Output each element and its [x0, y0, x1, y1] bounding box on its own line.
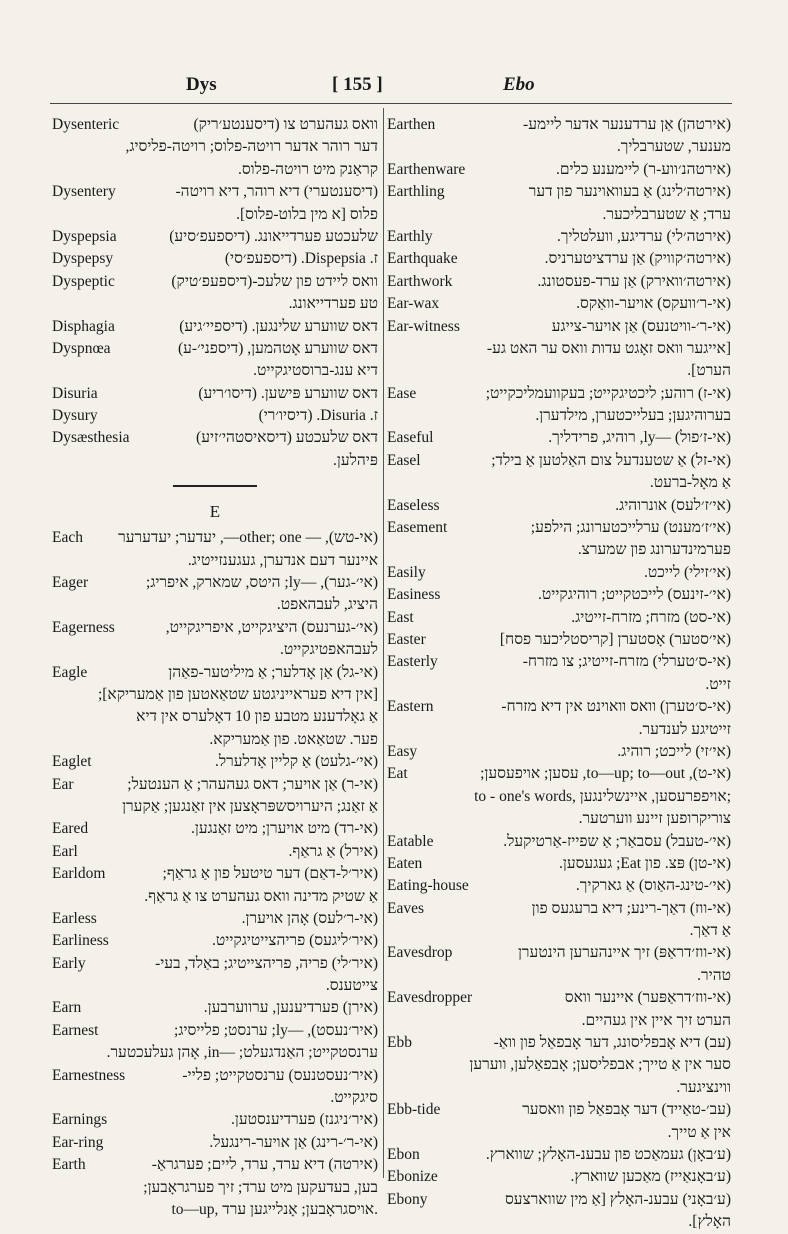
- entry-definition: (אירטה׳קוויק) אַן ערדציטערניס.: [544, 250, 731, 268]
- dictionary-entry: [52, 662, 378, 684]
- entry-continuation: [387, 1077, 731, 1099]
- entry-headword: Dyspepsy: [52, 250, 114, 268]
- entry-definition: (אירטה׳לי) ערדיגע, וועלטליך.: [556, 227, 731, 245]
- dictionary-entry: [52, 114, 378, 136]
- entry-definition: אַ דאַך.: [689, 922, 731, 940]
- entry-definition: (אי׳זי) לייכט; רוהיג.: [617, 742, 731, 760]
- entry-definition: to—up, אויסגראָבען; אָנלייגען ערד.: [171, 1200, 378, 1218]
- entry-headword: Eating-house: [387, 877, 469, 895]
- dictionary-entry: [387, 1166, 731, 1188]
- entry-definition: ערנסטקייט; האַנדגעלט; —in, אָהן געלעכטער.: [106, 1044, 378, 1062]
- entry-definition: (דיסענטערי) דיא רוהר, דיא רויטה-: [175, 183, 378, 201]
- entry-continuation: [52, 706, 378, 728]
- dictionary-entry: [387, 293, 731, 315]
- entry-definition: דאס שלעכטע (דיסאיסטהי׳זיע): [196, 429, 378, 447]
- entry-continuation: [52, 360, 378, 382]
- entry-headword: Earthling: [387, 183, 445, 201]
- entry-headword: Easter: [387, 630, 426, 648]
- dictionary-entry: [52, 181, 378, 203]
- entry-continuation: [52, 886, 378, 908]
- entry-definition: וואס געהערט צו (דיסענטע׳ריק): [193, 116, 378, 133]
- entry-headword: Earthly: [387, 227, 433, 245]
- entry-definition: (אירטה) דיא ערד, ערד, ליים; פערגראַ-: [151, 1156, 378, 1174]
- entry-definition: (איר׳נעסט), —ly; ערנסט; פלייסיג;: [174, 1021, 378, 1039]
- entry-headword: Easterly: [387, 653, 438, 671]
- entry-definition: (אירטהנ׳ווע-ר) ליימענע כלים.: [555, 160, 731, 178]
- entry-continuation: [52, 293, 378, 315]
- dictionary-entry: [387, 271, 731, 293]
- dictionary-entry: [52, 572, 378, 594]
- entry-headword: Earless: [52, 909, 97, 927]
- entry-definition: שלעכטע פערדייאונג. (דיספעפ׳סיע): [169, 227, 378, 245]
- entry-continuation: [387, 539, 731, 561]
- entry-definition: סיגקייט.: [330, 1089, 378, 1107]
- dictionary-entry: [387, 696, 731, 718]
- dictionary-entry: [52, 1132, 378, 1154]
- entry-definition: (אי׳-גערנעס) היציגקייט, איפריגקייט,: [165, 618, 378, 636]
- entry-headword: Easement: [387, 519, 448, 537]
- entry-continuation: [387, 1010, 731, 1032]
- entry-definition: (אי׳זילי) לייכט.: [643, 563, 731, 581]
- dictionary-entry: [387, 763, 731, 785]
- entry-definition: סער אין אַ טייך; אבפליסען; אָבפאַלען, ווערען: [469, 1056, 731, 1074]
- dictionary-entry: [52, 1154, 378, 1176]
- entry-definition: דאס שווערע פּישען. (דיסו׳ריע): [198, 384, 378, 402]
- entry-definition: (אי-טן) פּצ. פון Eat; געגעסען.: [559, 854, 731, 872]
- dictionary-entry: [52, 617, 378, 639]
- entry-definition: (אי-ר׳לעס) אָהן אויערן.: [241, 909, 378, 927]
- entry-definition: דיא ענג-ברוסטיגקייט.: [253, 362, 378, 380]
- dictionary-entry: [52, 338, 378, 360]
- entry-headword: Earthwork: [387, 272, 453, 290]
- entry-definition: (אי-סט) מזרח; מזרח-זייטיג.: [571, 608, 731, 626]
- entry-definition: פערמינדערונג פון שמערצ.: [577, 541, 731, 559]
- entry-definition: (ע׳באָנאַייז) מאַכען שווארץ.: [570, 1168, 731, 1186]
- dictionary-entry: [387, 1144, 731, 1166]
- dictionary-entry: [52, 908, 378, 930]
- entry-continuation: [52, 136, 378, 158]
- dictionary-entry: [52, 527, 378, 549]
- entry-definition: ווינציגער.: [676, 1078, 731, 1096]
- entry-headword: Earl: [52, 842, 78, 860]
- entry-definition: (עב) דיא אָבפליסונג, דער אָבפאַל פון וואַ-: [493, 1034, 731, 1052]
- entry-definition: היציג, לעבהאפט.: [276, 596, 378, 614]
- dictionary-entry: [387, 383, 731, 405]
- entry-headword: Dyspnœa: [52, 339, 111, 357]
- dictionary-entry: [52, 774, 378, 796]
- entry-definition: פער. שטאַאט. פון אַמעריקא.: [209, 730, 378, 748]
- left-column: [52, 114, 378, 1221]
- guide-word-last: Ebo: [503, 74, 535, 95]
- dictionary-entry: [387, 831, 731, 853]
- entry-headword: Eagle: [52, 663, 88, 681]
- entry-definition: פּיהלען.: [333, 451, 378, 469]
- dictionary-entry: [387, 450, 731, 472]
- entry-headword: Earth: [52, 1156, 86, 1174]
- entry-definition: טהיר.: [697, 966, 731, 984]
- entry-continuation: [387, 472, 731, 494]
- entry-headword: Earnings: [52, 1111, 108, 1129]
- dictionary-entry: [387, 741, 731, 763]
- entry-headword: Ebb-tide: [387, 1101, 441, 1119]
- dictionary-entry: [52, 271, 378, 293]
- entry-continuation: [52, 1087, 378, 1109]
- entry-headword: Eavesdrop: [387, 944, 453, 962]
- entry-headword: Dysæsthesia: [52, 429, 130, 447]
- dictionary-entry: [387, 316, 731, 338]
- entry-headword: Each: [52, 529, 83, 547]
- entry-definition: (אי׳-טינג-האַוס) אַ גארקיך.: [575, 877, 731, 895]
- entry-headword: Easy: [387, 742, 418, 760]
- entry-definition: (אי-ס׳טערן) וואס וואוינט אין דיא מזרח-: [501, 698, 731, 716]
- entry-definition: וואס ליידט פון שלעכ-(דיספעפ׳טיק): [171, 272, 378, 290]
- dictionary-entry: [387, 1189, 731, 1211]
- entry-definition: ז. Disuria. (דיסיו׳רי): [258, 407, 378, 425]
- dictionary-entry: [52, 1065, 378, 1087]
- entry-headword: Easeless: [387, 496, 440, 514]
- dictionary-entry: [52, 1109, 378, 1131]
- entry-headword: Dysenteric: [52, 116, 120, 133]
- entry-definition: אין אַ טייך.: [667, 1123, 731, 1141]
- entry-headword: Eaglet: [52, 753, 92, 771]
- entry-continuation: [387, 204, 731, 226]
- entry-headword: Eastern: [387, 698, 434, 716]
- entry-definition: אַ מאָל-ברעט.: [649, 474, 731, 492]
- entry-continuation: [387, 674, 731, 696]
- entry-continuation: [52, 639, 378, 661]
- entry-headword: Eaten: [387, 854, 423, 872]
- entry-continuation: [387, 786, 731, 808]
- header-rule: [50, 103, 732, 104]
- entry-continuation: [52, 550, 378, 572]
- entry-definition: הערט זיך איין אין געהיים.: [581, 1011, 731, 1029]
- entry-definition: טע פערדייאונג.: [288, 295, 378, 313]
- entry-definition: (אי-רד) מיט אויערן; מיט זאַנגען.: [191, 820, 378, 838]
- entry-headword: Easily: [387, 563, 426, 581]
- entry-headword: Eaves: [387, 899, 425, 917]
- left-entries-top: [52, 114, 378, 472]
- entry-continuation: [387, 920, 731, 942]
- entry-definition: דאס שווערע שלינגען. (דיספיי׳גיע): [179, 317, 378, 335]
- dictionary-entry: [52, 383, 378, 405]
- entry-headword: Earnest: [52, 1021, 99, 1039]
- entry-definition: (ע׳באָני) עבענ-האָלץ [אַ מין שווארצעס: [504, 1190, 731, 1208]
- entry-headword: Eager: [52, 574, 89, 592]
- entry-headword: Earliness: [52, 932, 109, 950]
- entry-definition: (אי׳-גלעט) אַ קליין אָדלערל.: [215, 753, 378, 771]
- entry-headword: Ear: [52, 775, 74, 793]
- dictionary-entry: [52, 248, 378, 270]
- section-letter: E: [209, 502, 221, 522]
- dictionary-entry: [387, 159, 731, 181]
- entry-continuation: [52, 594, 378, 616]
- entry-definition: (איר׳ליגעס) פריהצייטיגקייט.: [212, 932, 378, 950]
- entry-definition: בערוהיגען; בעלייכטערן, מילדערן.: [535, 407, 731, 425]
- entry-definition: זייטיגע לענדער.: [638, 720, 731, 738]
- entry-headword: Disuria: [52, 384, 98, 402]
- dictionary-entry: [387, 898, 731, 920]
- entry-definition: דער רוהר אדער רויטה-פלוס; רויטה-פליסיג,: [125, 138, 378, 156]
- dictionary-entry: [387, 114, 731, 136]
- dictionary-entry: [52, 316, 378, 338]
- entry-headword: East: [387, 608, 414, 626]
- entry-definition: קראַנק מיט רויטה-פלוס.: [237, 160, 378, 178]
- dictionary-entry: [387, 226, 731, 248]
- entry-headword: Eatable: [387, 832, 434, 850]
- right-column: [387, 114, 731, 1234]
- entry-continuation: [52, 450, 378, 472]
- dictionary-entry: [387, 629, 731, 651]
- entry-definition: צייטענס.: [325, 977, 378, 995]
- entry-continuation: [387, 136, 731, 158]
- entry-definition: דאס שווערע אָטהמען, (דיספני׳-ע): [177, 339, 378, 357]
- dictionary-entry: [387, 942, 731, 964]
- entry-headword: Earnestness: [52, 1066, 126, 1084]
- entry-definition: (אירן) פערדיענען, ערווערבען.: [203, 999, 378, 1017]
- entry-definition: (עב׳-טאַייד) דער אָבפאַל פון וואסער: [522, 1101, 731, 1119]
- entry-definition: לעבהאפטיגקייט.: [279, 641, 378, 659]
- entry-definition: ז. Dispepsia. (דיספעפ׳סי): [224, 250, 378, 268]
- entry-headword: Ebony: [387, 1190, 428, 1208]
- dictionary-entry: [387, 987, 731, 1009]
- entry-continuation: [52, 1042, 378, 1064]
- dictionary-entry: [387, 248, 731, 270]
- entry-definition: (איר׳ניגנז) פערדיענסטען.: [231, 1111, 378, 1129]
- entry-continuation: [52, 729, 378, 751]
- entry-definition: איינער דעם אנדערן, געגענזייטיג.: [187, 551, 378, 569]
- entry-headword: Ease: [387, 384, 417, 402]
- entry-definition: (אי-ז׳פול) —ly, רוהיג, פרידליך.: [548, 429, 731, 447]
- entry-definition: בען, בעדעקען מיט ערד; זיך פערגראָבען;: [143, 1178, 378, 1196]
- section-divider: [173, 485, 257, 487]
- dictionary-entry: [52, 841, 378, 863]
- dictionary-entry: [387, 1099, 731, 1121]
- entry-definition: (אי-ז) רוהע; ליכטיגקייט; בעקוועמליכקייט;: [485, 384, 731, 402]
- entry-headword: Ear-wax: [387, 295, 440, 313]
- entry-headword: Easel: [387, 451, 421, 469]
- entry-headword: Earn: [52, 999, 82, 1017]
- entry-continuation: [387, 360, 731, 382]
- entry-definition: (אי׳סטער) אָסטערן [קריסטליכער פסח]: [499, 630, 731, 648]
- entry-definition: (אי׳-גער), —ly; היטס, שמארק, איפריג;: [145, 574, 378, 592]
- entry-definition: (אי׳-טעבל) עסבאַר; אַ שפייז-אַרטיקעל.: [503, 832, 731, 850]
- entry-headword: Easeful: [387, 429, 434, 447]
- entry-definition: (אי׳ז׳לעס) אונרוהיג.: [615, 496, 731, 514]
- dictionary-entry: [387, 427, 731, 449]
- dictionary-entry: [52, 818, 378, 840]
- entry-headword: Disphagia: [52, 317, 115, 335]
- entry-definition: (אי-ס׳טערלי) מזרח-זייטיג; צו מזרח-: [522, 653, 731, 671]
- entry-definition: הערט].: [687, 362, 731, 380]
- entry-headword: Ear-ring: [52, 1133, 104, 1151]
- dictionary-entry: [52, 427, 378, 449]
- entry-continuation: [387, 808, 731, 830]
- entry-headword: Eavesdropper: [387, 989, 473, 1007]
- entry-headword: Dysury: [52, 407, 98, 425]
- entry-definition: (אי-זל) אַ שטענדעל צום האַלטען אַ בילד;: [491, 451, 731, 469]
- entry-continuation: [52, 1177, 378, 1199]
- dictionary-entry: [387, 875, 731, 897]
- dictionary-entry: [52, 405, 378, 427]
- dictionary-entry: [387, 584, 731, 606]
- dictionary-entry: [52, 863, 378, 885]
- entry-continuation: [52, 159, 378, 181]
- right-entries: [387, 114, 731, 1234]
- entry-headword: Ebb: [387, 1034, 412, 1052]
- entry-continuation: [52, 975, 378, 997]
- entry-definition: (ע׳באָן) געמאַכט פון עבענ-האָלץ; שווארץ.: [485, 1145, 731, 1163]
- entry-definition: (איר׳נעסטנעס) ערנסטקייט; פליי-: [182, 1066, 378, 1084]
- entry-definition: אַ גאָלדענע מטבע פון 10 דאָלערס אין דיא: [136, 708, 378, 726]
- dictionary-entry: [387, 853, 731, 875]
- entry-definition: [אייגער וואס זאָגט עדות וואס ער האט גע-: [486, 339, 731, 357]
- dictionary-entry: [387, 651, 731, 673]
- entry-definition: (אי-ווז׳דראַפּ) זיך איינהערען הינטערן: [517, 944, 731, 962]
- entry-continuation: [387, 965, 731, 987]
- dictionary-entry: [52, 226, 378, 248]
- entry-headword: Ebon: [387, 1145, 420, 1163]
- entry-headword: Earthquake: [387, 250, 458, 268]
- entry-headword: Eagerness: [52, 618, 115, 636]
- dictionary-entry: [52, 953, 378, 975]
- entry-headword: Easiness: [387, 586, 441, 604]
- left-entries-bottom: [52, 527, 378, 1221]
- entry-headword: Dyspeptic: [52, 272, 115, 290]
- entry-definition: פלוס [א מין בלוט-פלוס].: [236, 205, 378, 223]
- dictionary-entry: [387, 181, 731, 203]
- page-number: [ 155 ]: [332, 74, 383, 95]
- entry-definition: צוריקרופען זיינע ווערטער.: [578, 810, 731, 828]
- entry-definition: (אי-גל) אַן אָדלער; אַ מיליטער-פאַהן: [168, 663, 378, 681]
- dictionary-entry: [387, 562, 731, 584]
- dictionary-entry: [387, 517, 731, 539]
- entry-definition: אַ שטיק מדינה וואס געהערט צו אַ גראַף.: [144, 887, 378, 905]
- entry-continuation: [52, 684, 378, 706]
- entry-definition: (אי-ר) אַן אויער; דאס געהעהר; אַ הענטעל;: [127, 775, 378, 793]
- entry-definition: (אירטה׳וואירק) אַן ערד-פעסטונג.: [537, 272, 731, 290]
- entry-continuation: [387, 1211, 731, 1233]
- entry-headword: Dyspepsia: [52, 227, 117, 245]
- dictionary-entry: [387, 607, 731, 629]
- entry-headword: Eat: [387, 765, 408, 783]
- entry-definition: (אירל) אַ גראַף.: [288, 842, 378, 860]
- entry-definition: (אי׳ז׳מענט) ערלייכטערונג; הילפע;: [530, 519, 731, 537]
- entry-definition: [אין דיא פעראייניגטע שטאַאטען פון אַמעריקא];: [97, 685, 378, 703]
- entry-definition: (אי-טש), — other; one—, יעדער; יעדערער: [118, 529, 378, 547]
- entry-definition: מענער, שטערבליך.: [616, 138, 731, 156]
- entry-definition: (אי-ווז׳דראַפּער) איינער וואס: [564, 989, 731, 1007]
- entry-continuation: [52, 204, 378, 226]
- entry-definition: (איר׳לי) פריה, פריהצייטיג; באַלד, בעי-: [155, 954, 378, 972]
- entry-definition: (אי-ר׳-וויטנעס) אַן אויער-צייגע: [551, 317, 731, 335]
- entry-definition: אַ זאַנג; היערויסשפּראָצען אין זאַנגען; אַקערן: [122, 797, 378, 815]
- entry-continuation: [387, 1122, 731, 1144]
- entry-continuation: [387, 719, 731, 741]
- entry-definition: זייט.: [705, 675, 731, 693]
- entry-continuation: [387, 338, 731, 360]
- entry-continuation: [52, 1199, 378, 1221]
- dictionary-entry: [387, 1032, 731, 1054]
- entry-definition: האָלץ].: [688, 1213, 731, 1231]
- entry-definition: (אי׳-זינעס) לייכטקייט; רוהיגקייט.: [538, 586, 731, 604]
- dictionary-entry: [52, 1020, 378, 1042]
- dictionary-entry: [52, 930, 378, 952]
- entry-continuation: [52, 796, 378, 818]
- column-divider: [383, 108, 384, 1178]
- entry-definition: to - one's words, אויפפרעסען, איינשלינגען;: [474, 787, 731, 805]
- entry-headword: Earthen: [387, 116, 436, 133]
- entry-definition: (אי-ווז) דאַך-רינע; דיא ברעגעס פון: [531, 899, 731, 917]
- entry-headword: Earldom: [52, 865, 106, 883]
- entry-headword: Ear-witness: [387, 317, 460, 335]
- entry-continuation: [387, 1054, 731, 1076]
- dictionary-entry: [387, 495, 731, 517]
- entry-headword: Earthenware: [387, 160, 466, 178]
- entry-headword: Eared: [52, 820, 89, 838]
- entry-continuation: [387, 405, 731, 427]
- entry-definition: (אירטה׳לינג) אַ בעוואוינער פון דער: [528, 183, 731, 201]
- guide-word-first: Dys: [186, 74, 217, 95]
- entry-definition: (אירטהן) אַן ערדענער אדער ליימע-: [523, 116, 731, 133]
- page-header: [0, 74, 788, 104]
- entry-definition: ערד; אַ שטערבליכער.: [602, 205, 731, 223]
- entry-definition: (אי-ר׳וועקס) אויער-וואַקס.: [576, 295, 731, 313]
- entry-definition: (אי-ט), to—up; to—out, עסען; אויפעסען;: [480, 765, 731, 783]
- dictionary-entry: [52, 751, 378, 773]
- entry-definition: (איר׳ל-דאַם) דער טיטעל פון אַ גראַף;: [162, 865, 378, 883]
- entry-definition: (אי-ר׳-רינג) אַן אויער-רינגעל.: [209, 1133, 378, 1151]
- entry-headword: Ebonize: [387, 1168, 438, 1186]
- dictionary-entry: [52, 997, 378, 1019]
- entry-headword: Dysentery: [52, 183, 116, 201]
- entry-headword: Early: [52, 954, 86, 972]
